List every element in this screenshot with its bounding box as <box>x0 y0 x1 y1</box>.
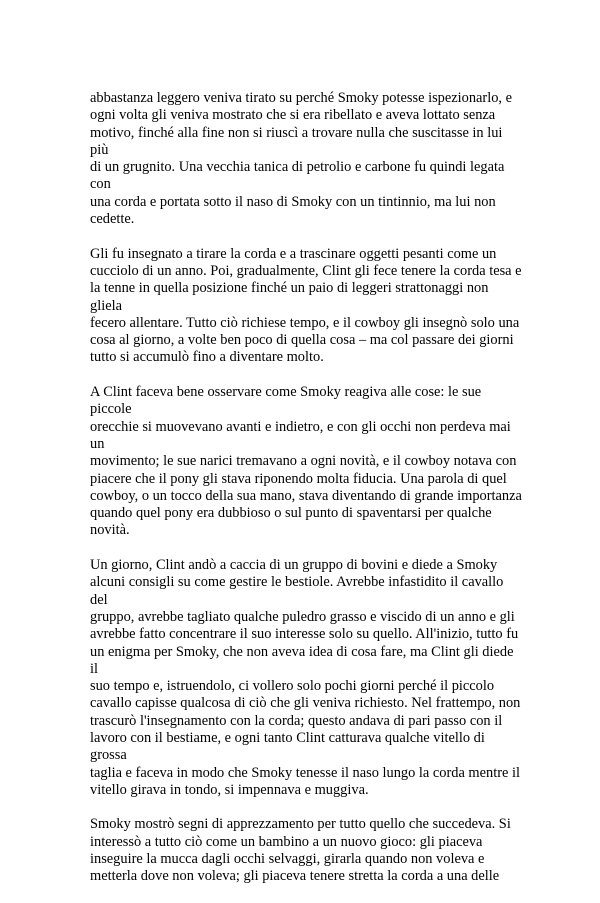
paragraph-3: A Clint faceva bene osservare come Smoky reagiva alle cose: le sue piccole orecchie si muovevano avanti e indietro, e con gli occhi non perdeva mai un movimento; le sue narici tremavano a ogni novità, e il cowboy notava con piacere che il pony gli stava riponendo molta fiducia. Una parola di quel cowboy, o un tocco della sua mano, stava diventando di grande importanza quando quel pony era dubbioso o sul punto di spaventarsi per qualche novità. <box>90 384 522 539</box>
paragraph-2: Gli fu insegnato a tirare la corda e a trascinare oggetti pesanti come un cucciolo di un anno. Poi, gradualmente, Clint gli fece tenere la corda tesa e la tenne in quella posizione finché un paio di leggeri strattonaggi non gliela fecero allentare. Tutto ciò richiese tempo, e il cowboy gli insegnò solo una cosa al giorno, a volte ben poco di quella cosa – ma col passare dei giorni tutto si accumulò fino a diventare molto. <box>90 245 522 366</box>
paragraph-5: Smoky mostrò segni di apprezzamento per tutto quello che succedeva. Si interessò a tutto ciò come un bambino a un nuovo gioco: gli piaceva inseguire la mucca dagli occhi selvaggi, girarla quando non voleva e metterla dove non voleva; gli piaceva tenere stretta la corda a una delle <box>90 816 511 885</box>
paragraph-4: Un giorno, Clint andò a caccia di un gruppo di bovini e diede a Smoky alcuni consigli su come gestire le bestiole. Avrebbe infastidito il cavallo del gruppo, avrebbe tagliato qualche puledro grasso e viscido di un anno e gli avrebbe fatto concentrare il suo interesse solo su quello. All'inizio, tutto fu un enigma per Smoky, che non aveva idea di cosa fare, ma Clint gli diede il suo tempo e, istruendolo, ci vollero solo pochi giorni perché il piccolo cavallo capisse qualcosa di ciò che gli veniva richiesto. Nel frattempo, non trascurò l'insegnamento con la corda; questo andava di pari passo con il lavoro con il bestiame, e ogni tanto Clint catturava qualche vitello di grossa taglia e faceva in modo che Smoky tenesse il naso lungo la corda mentre il vitello girava in tondo, si impennava e muggiva. <box>90 557 521 798</box>
paragraph-1: abbastanza leggero veniva tirato su perché Smoky potesse ispezionarlo, e ogni volta gli veniva mostrato che si era ribellato e aveva lottato senza motivo, finché alla fine non si riuscì a trovare nulla che suscitasse in lui più di un grugnito. Una vecchia tanica di petrolio e carbone fu quindi legata con una corda e portata sotto il naso di Smoky con un tintinnio, ma lui non cedette. <box>90 90 512 228</box>
document-page <box>90 90 522 903</box>
